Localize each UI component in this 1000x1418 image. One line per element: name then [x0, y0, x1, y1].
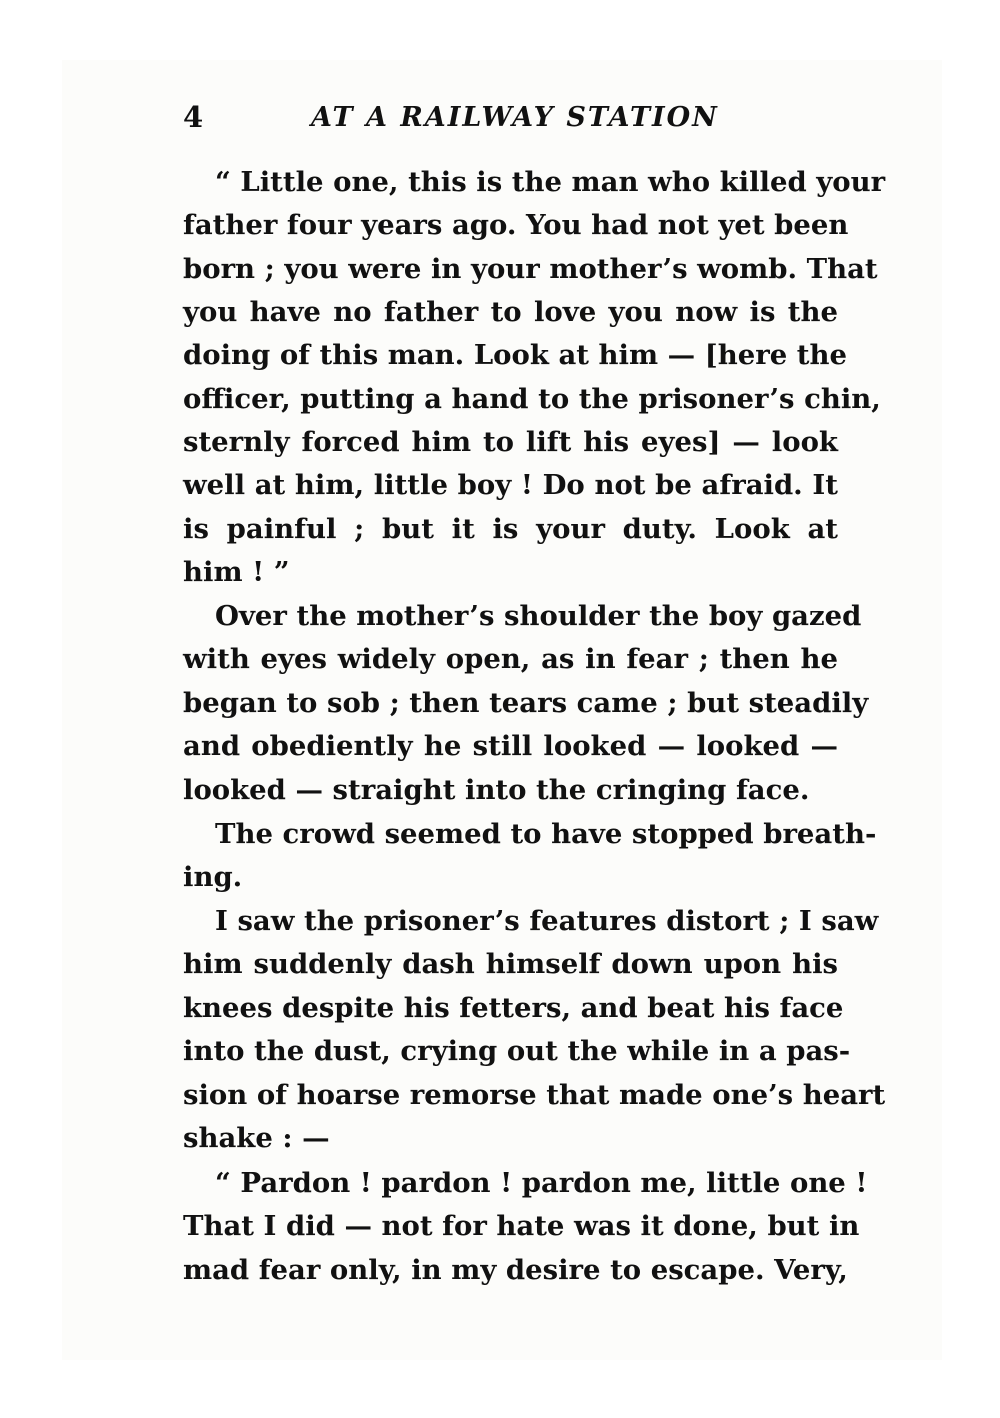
text-line: knees despite his fetters, and beat his face	[183, 992, 844, 1024]
page-header	[183, 100, 843, 144]
text-line: “ Little one, this is the man who killed your	[215, 166, 886, 198]
text-line: well at him, little boy ! Do not be afraid. It	[183, 469, 838, 501]
text-line: “ Pardon ! pardon ! pardon me, little one !	[215, 1167, 868, 1199]
text-line: you have no father to love you now is the	[183, 296, 838, 328]
text-line: born ; you were in your mother’s womb. That	[183, 253, 878, 285]
text-line: and obediently he still looked — looked —	[183, 730, 838, 762]
text-line: shake : —	[183, 1122, 330, 1154]
text-line: began to sob ; then tears came ; but steadily	[183, 687, 869, 719]
text-line: The crowd seemed to have stopped breath-	[215, 818, 877, 850]
text-line: him suddenly dash himself down upon his	[183, 948, 838, 980]
text-line: ing.	[183, 861, 243, 893]
text-line: officer, putting a hand to the prisoner’s chin,	[183, 383, 881, 415]
text-line: into the dust, crying out the while in a pas-	[183, 1035, 851, 1067]
text-line: is painful ; but it is your duty. Look at	[183, 513, 838, 545]
text-line: with eyes widely open, as in fear ; then he	[183, 643, 838, 675]
text-line: sion of hoarse remorse that made one’s heart	[183, 1079, 886, 1111]
running-title: AT A RAILWAY STATION	[311, 102, 719, 133]
text-line: That I did — not for hate was it done, but in	[183, 1210, 860, 1242]
text-line: sternly forced him to lift his eyes] — look	[183, 426, 838, 458]
text-line: him ! ”	[183, 556, 290, 588]
page-number: 4	[183, 100, 204, 134]
text-line: Over the mother’s shoulder the boy gazed	[215, 600, 862, 632]
text-line: father four years ago. You had not yet been	[183, 209, 849, 241]
text-line: I saw the prisoner’s features distort ; I saw	[215, 905, 879, 937]
text-line: doing of this man. Look at him — [here the	[183, 339, 848, 371]
text-line: looked — straight into the cringing face.	[183, 774, 810, 806]
text-line: mad fear only, in my desire to escape. Very,	[183, 1254, 848, 1286]
